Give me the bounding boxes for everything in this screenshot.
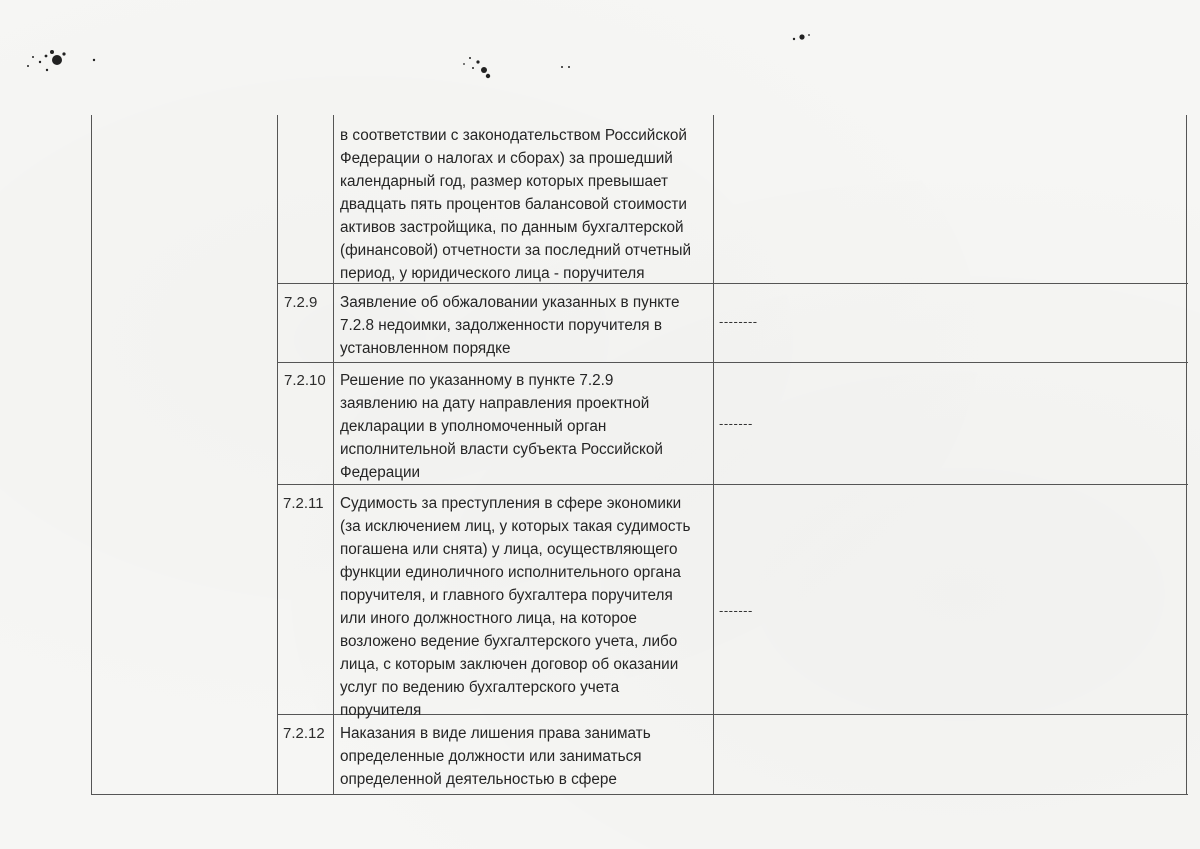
text-line: двадцать пять процентов балансовой стоимости — [340, 196, 687, 213]
table-text-column-border — [333, 115, 334, 795]
text-line: Федерации — [340, 464, 421, 481]
row-text — [340, 722, 651, 791]
row-text — [340, 124, 691, 285]
row-separator — [277, 484, 1188, 485]
text-line: поручителя, и главного бухгалтера поручителя — [340, 587, 673, 604]
text-line: декларации в уполномоченный орган — [340, 418, 607, 435]
text-line: установленном порядке — [340, 340, 511, 357]
text-line: или иного должностного лица, на которое — [340, 610, 637, 627]
text-line: в соответствии с законодательством Российской — [340, 127, 687, 144]
text-line: определенные должности или заниматься — [340, 748, 642, 765]
text-line: Заявление об обжаловании указанных в пункте — [340, 294, 680, 311]
row-text — [340, 291, 679, 360]
table-right-border — [1186, 115, 1187, 795]
table-number-column-border — [277, 115, 278, 795]
text-line: погашена или снята) у лица, осуществляющего — [340, 541, 678, 558]
row-text — [340, 369, 663, 484]
row-value: -------- — [719, 314, 758, 329]
row-number: 7.2.10 — [284, 372, 326, 389]
text-line: Решение по указанному в пункте 7.2.9 — [340, 372, 614, 389]
row-separator — [277, 362, 1188, 363]
row-number: 7.2.12 — [283, 725, 325, 742]
text-line: исполнительной власти субъекта Российской — [340, 441, 663, 458]
text-line: Судимость за преступления в сфере экономики — [340, 495, 682, 512]
text-line: лица, с которым заключен договор об оказании — [340, 656, 679, 673]
text-line: заявлению на дату направления проектной — [340, 395, 650, 412]
table-value-column-border — [713, 115, 714, 795]
row-value: ------- — [719, 416, 753, 431]
row-value: ------- — [719, 603, 753, 618]
table-outer-left-border — [91, 115, 92, 795]
text-line: функции единоличного исполнительного органа — [340, 564, 681, 581]
row-number: 7.2.11 — [283, 495, 324, 512]
text-line: (финансовой) отчетности за последний отчетный — [340, 242, 692, 259]
table-bottom-border — [91, 794, 1188, 795]
text-line: 7.2.8 недоимки, задолженности поручителя в — [340, 317, 662, 334]
text-line: активов застройщика, по данным бухгалтерской — [340, 219, 684, 236]
text-line: период, у юридического лица - поручителя — [340, 265, 645, 282]
text-line: Федерации о налогах и сборах) за прошедший — [340, 150, 673, 167]
text-line: услуг по ведению бухгалтерского учета — [340, 679, 620, 696]
scan-speck-marks — [0, 0, 1200, 100]
text-line: (за исключением лиц, у которых такая судимость — [340, 518, 691, 535]
row-number: 7.2.9 — [284, 294, 318, 311]
text-line: определенной деятельностью в сфере — [340, 771, 617, 788]
text-line: возложено ведение бухгалтерского учета, либо — [340, 633, 678, 650]
text-line: календарный год, размер которых превышает — [340, 173, 669, 190]
text-line: Наказания в виде лишения права занимать — [340, 725, 651, 742]
text-line: поручителя — [340, 702, 422, 719]
row-text — [340, 492, 690, 722]
